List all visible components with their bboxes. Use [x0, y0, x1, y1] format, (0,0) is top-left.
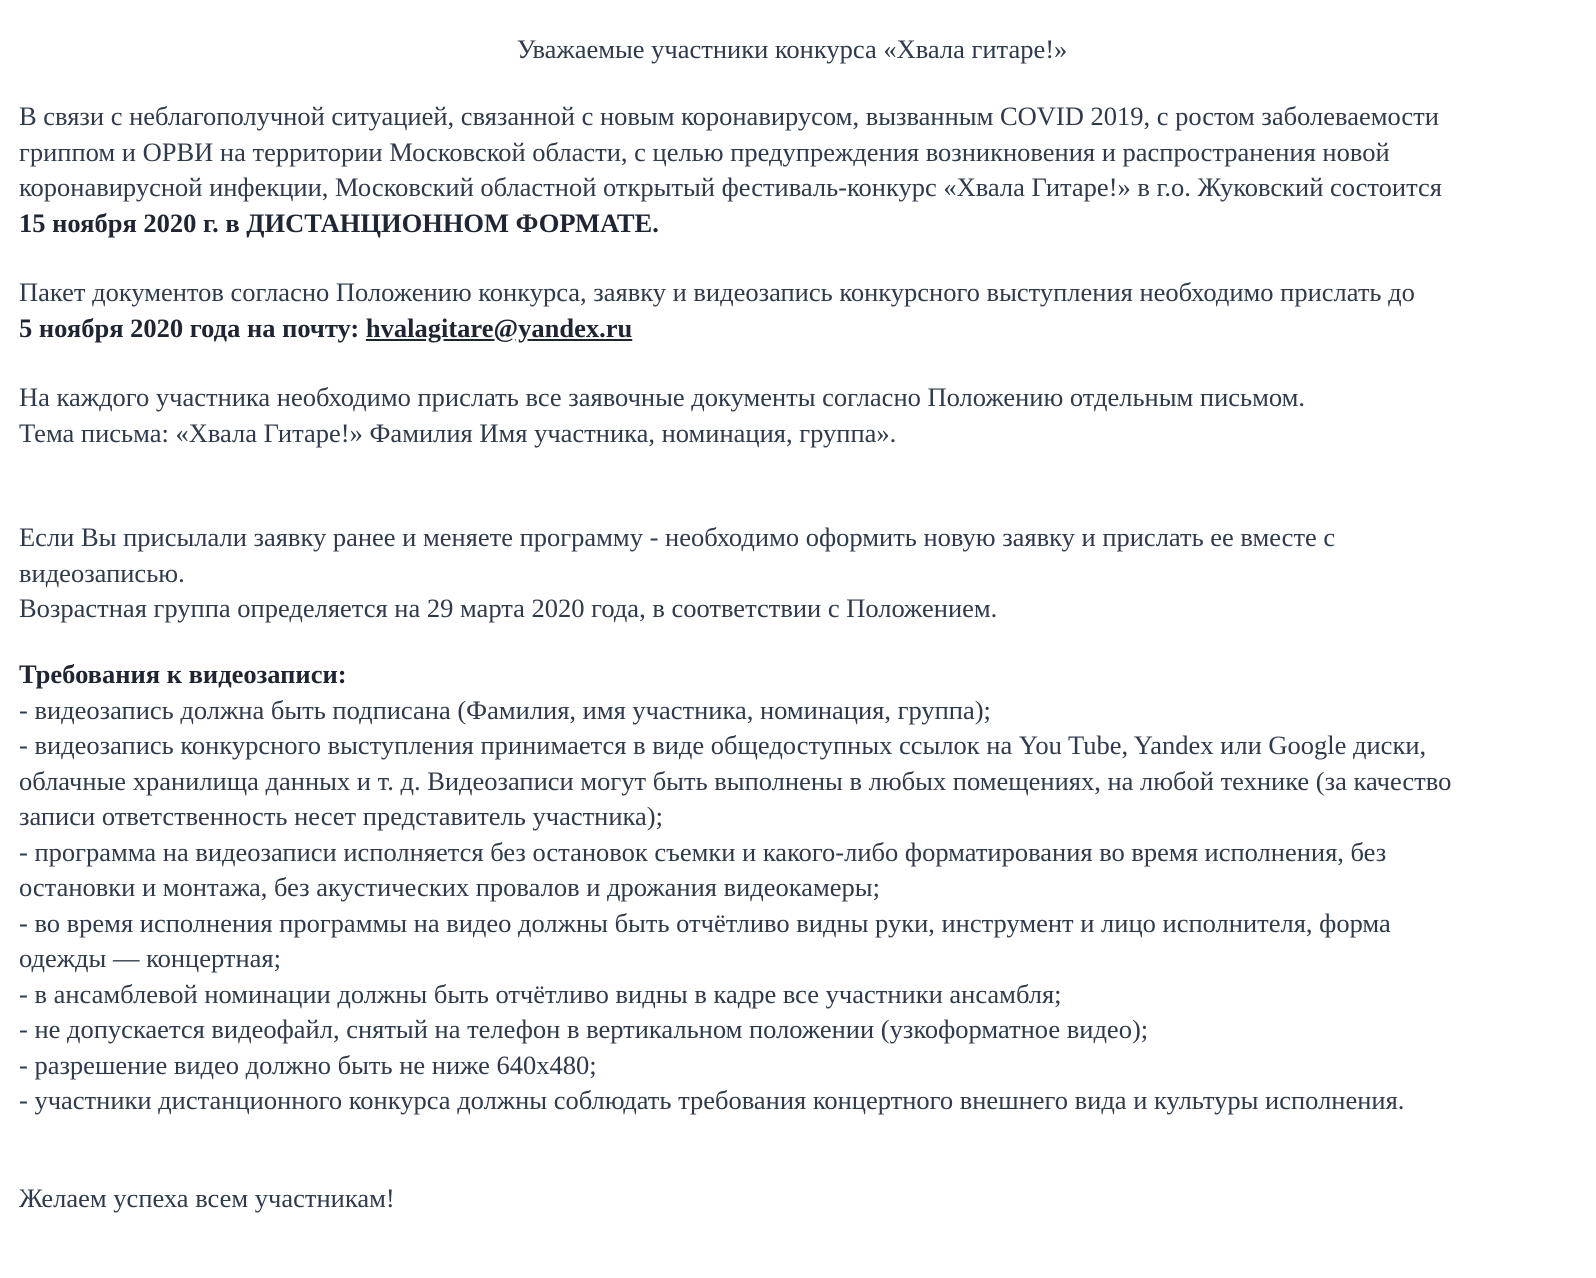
requirement-line: записи ответственность несет представитель участника);	[19, 801, 663, 831]
requirement-line: - видеозапись должна быть подписана (Фамилия, имя участника, номинация, группа);	[19, 694, 991, 725]
requirements-section	[19, 657, 1581, 1119]
intro-line: гриппом и ОРВИ на территории Московской области, с целью предупреждения возникновения и распространения новой	[19, 136, 1390, 167]
requirements-heading: Требования к видеозаписи:	[19, 659, 347, 689]
event-date-format: 15 ноября 2020 г. в ДИСТАНЦИОННОМ ФОРМАТЕ.	[19, 207, 659, 238]
per-participant-line: На каждого участника необходимо прислать все заявочные документы согласно Положению отдельным письмом.	[19, 382, 1306, 412]
documents-paragraph	[19, 275, 1581, 346]
intro-line: В связи с неблагополучной ситуацией, связанной с новым коронавирусом, вызванным COVID 2019, с ростом заболеваемости	[19, 101, 1439, 131]
intro-line: коронавирусной инфекции, Московский областной открытый фестиваль-конкурс «Хвала Гитаре!» в г.о. Жуковский состоится	[19, 172, 1442, 202]
deadline-line	[19, 311, 1581, 347]
letter-title: Уважаемые участники конкурса «Хвала гитаре!»	[516, 34, 1068, 64]
requirement-line: - участники дистанционного конкурса должны соблюдать требования концертного внешнего вида и культуры исполнения.	[19, 1085, 1405, 1115]
deadline-text: 5 ноября 2020 года на почту:	[19, 312, 360, 343]
requirement-line: одежды — концертная;	[19, 943, 281, 973]
closing-line: Желаем успеха всем участникам!	[19, 1183, 395, 1213]
requirement-line: - во время исполнения программы на видео должны быть отчётливо видны руки, инструмент и лицо исполнителя, форма	[19, 907, 1391, 938]
requirement-line: - видеозапись конкурсного выступления принимается в виде общедоступных ссылок на You Tube, Yandex или Google диски,	[19, 730, 1427, 760]
requirement-line: облачные хранилища данных и т. д. Видеозаписи могут быть выполнены в любых помещениях, на любой технике (за качество	[19, 765, 1452, 796]
documents-line: Пакет документов согласно Положению конкурса, заявку и видеозапись конкурсного выступления необходимо прислать до	[19, 277, 1415, 307]
per-participant-paragraph	[19, 380, 1581, 451]
age-group-line: Возрастная группа определяется на 29 марта 2020 года, в соответствии с Положением.	[19, 593, 998, 623]
requirement-line: - программа на видеозаписи исполняется без остановок съемки и какого-либо форматирования во время исполнения, без	[19, 836, 1387, 867]
email-link[interactable]: hvalagitare@yandex.ru	[365, 312, 633, 343]
changes-paragraph	[19, 520, 1581, 627]
requirement-line: - не допускается видеофайл, снятый на телефон в вертикальном положении (узкоформатное видео);	[19, 1014, 1149, 1044]
email-subject-line: Тема письма: «Хвала Гитаре!» Фамилия Имя участника, номинация, группа».	[19, 417, 897, 448]
requirement-line: остановки и монтажа, без акустических провалов и дрожания видеокамеры;	[19, 872, 880, 902]
changes-line: Если Вы присылали заявку ранее и меняете программу - необходимо оформить новую заявку и прислать ее вместе с	[19, 522, 1336, 552]
requirement-line: - разрешение видео должно быть не ниже 640x480;	[19, 1049, 597, 1080]
intro-paragraph	[19, 99, 1581, 241]
requirement-line: - в ансамблевой номинации должны быть отчётливо видны в кадре все участники ансамбля;	[19, 978, 1062, 1009]
changes-line: видеозаписью.	[19, 557, 185, 588]
